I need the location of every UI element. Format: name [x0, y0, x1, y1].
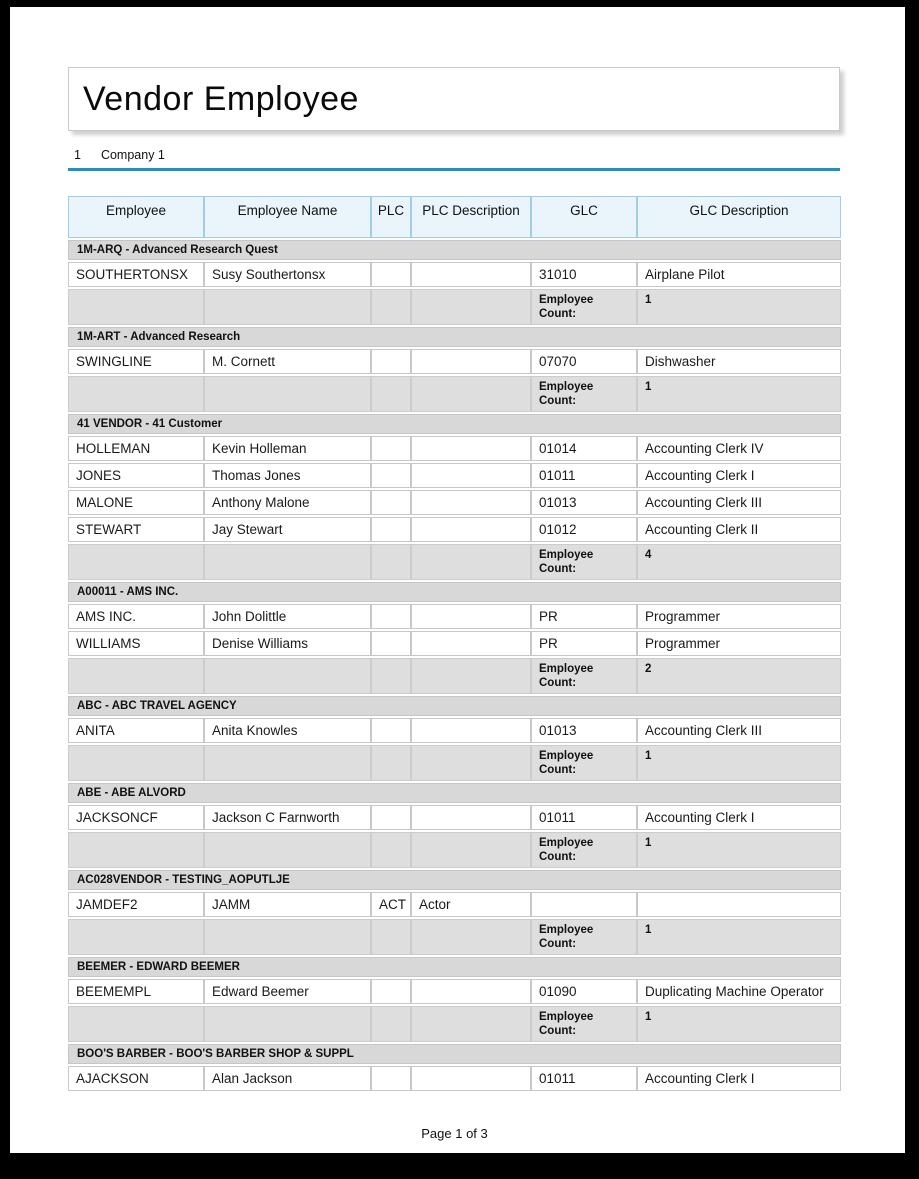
- cell-plc: [371, 979, 411, 1004]
- group-header-label: ABE - ABE ALVORD: [68, 783, 841, 803]
- count-empty-cell: [371, 544, 411, 580]
- cell-plc-description: [411, 349, 531, 374]
- cell-employee: ANITA: [68, 718, 204, 743]
- cell-employee: WILLIAMS: [68, 631, 204, 656]
- employee-count-row: [68, 544, 841, 580]
- cell-glc: 01011: [531, 805, 637, 830]
- cell-employee: AJACKSON: [68, 1066, 204, 1091]
- cell-glc-description: Accounting Clerk I: [637, 463, 841, 488]
- cell-employee: MALONE: [68, 490, 204, 515]
- cell-plc: [371, 463, 411, 488]
- group-header-row: [68, 414, 841, 434]
- cell-plc-description: [411, 718, 531, 743]
- cell-employee: BEEMEMPL: [68, 979, 204, 1004]
- employee-count-label: Employee Count:: [531, 919, 637, 955]
- employee-row: [68, 631, 841, 656]
- company-name: Company 1: [100, 148, 165, 162]
- group-header-label: ABC - ABC TRAVEL AGENCY: [68, 696, 841, 716]
- cell-glc-description: Accounting Clerk III: [637, 718, 841, 743]
- cell-plc-description: [411, 463, 531, 488]
- cell-plc-description: [411, 436, 531, 461]
- employee-count-row: [68, 745, 841, 781]
- count-empty-cell: [411, 289, 531, 325]
- cell-employee: AMS INC.: [68, 604, 204, 629]
- cell-plc: [371, 490, 411, 515]
- cell-glc: PR: [531, 631, 637, 656]
- group-header-row: [68, 582, 841, 602]
- cell-plc-description: Actor: [411, 892, 531, 917]
- employee-count-row: [68, 658, 841, 694]
- employee-count-value: 2: [637, 658, 841, 694]
- count-empty-cell: [68, 658, 204, 694]
- employee-row: [68, 892, 841, 917]
- employee-count-value: 1: [637, 745, 841, 781]
- cell-plc: [371, 349, 411, 374]
- cell-glc-description: Dishwasher: [637, 349, 841, 374]
- count-empty-cell: [68, 289, 204, 325]
- employee-count-label: Employee Count:: [531, 376, 637, 412]
- cell-plc: [371, 517, 411, 542]
- cell-employee-name: Alan Jackson: [204, 1066, 371, 1091]
- cell-plc: ACT: [371, 892, 411, 917]
- count-empty-cell: [68, 376, 204, 412]
- cell-glc: 07070: [531, 349, 637, 374]
- employee-count-row: [68, 289, 841, 325]
- cell-glc: 01012: [531, 517, 637, 542]
- cell-employee-name: Jackson C Farnworth: [204, 805, 371, 830]
- group-header-row: [68, 870, 841, 890]
- cell-employee-name: John Dolittle: [204, 604, 371, 629]
- employee-count-row: [68, 1006, 841, 1042]
- cell-plc-description: [411, 1066, 531, 1091]
- count-empty-cell: [204, 745, 371, 781]
- employee-count-row: [68, 376, 841, 412]
- group-header-row: [68, 783, 841, 803]
- group-header-label: AC028VENDOR - TESTING_AOPUTLJE: [68, 870, 841, 890]
- table-header-row: [68, 196, 841, 238]
- vendor-employee-table: [68, 194, 841, 1093]
- group-header-label: 41 VENDOR - 41 Customer: [68, 414, 841, 434]
- count-empty-cell: [411, 376, 531, 412]
- employee-count-label: Employee Count:: [531, 658, 637, 694]
- page-title: Vendor Employee: [83, 79, 359, 118]
- group-header-label: BOO'S BARBER - BOO'S BARBER SHOP & SUPPL: [68, 1044, 841, 1064]
- col-header-glc: GLC: [531, 196, 637, 238]
- col-header-employee: Employee: [68, 196, 204, 238]
- cell-employee: SWINGLINE: [68, 349, 204, 374]
- count-empty-cell: [68, 1006, 204, 1042]
- cell-employee-name: Jay Stewart: [204, 517, 371, 542]
- employee-count-label: Employee Count:: [531, 544, 637, 580]
- count-empty-cell: [204, 832, 371, 868]
- count-empty-cell: [411, 544, 531, 580]
- count-empty-cell: [68, 745, 204, 781]
- cell-glc: 01011: [531, 463, 637, 488]
- group-header-row: [68, 696, 841, 716]
- employee-count-value: 4: [637, 544, 841, 580]
- cell-employee-name: Anita Knowles: [204, 718, 371, 743]
- cell-plc-description: [411, 517, 531, 542]
- cell-employee-name: M. Cornett: [204, 349, 371, 374]
- employee-count-label: Employee Count:: [531, 832, 637, 868]
- employee-count-value: 1: [637, 919, 841, 955]
- cell-glc-description: Accounting Clerk I: [637, 805, 841, 830]
- count-empty-cell: [204, 289, 371, 325]
- cell-plc-description: [411, 805, 531, 830]
- cell-employee: HOLLEMAN: [68, 436, 204, 461]
- cell-employee: JACKSONCF: [68, 805, 204, 830]
- cell-plc-description: [411, 979, 531, 1004]
- group-header-label: 1M-ART - Advanced Research: [68, 327, 841, 347]
- employee-row: [68, 718, 841, 743]
- group-header-row: [68, 327, 841, 347]
- employee-row: [68, 1066, 841, 1091]
- count-empty-cell: [371, 745, 411, 781]
- cell-glc-description: Accounting Clerk II: [637, 517, 841, 542]
- cell-plc-description: [411, 604, 531, 629]
- cell-glc-description: Accounting Clerk IV: [637, 436, 841, 461]
- cell-plc-description: [411, 631, 531, 656]
- employee-row: [68, 805, 841, 830]
- count-empty-cell: [204, 919, 371, 955]
- group-header-row: [68, 240, 841, 260]
- count-empty-cell: [68, 832, 204, 868]
- company-number: 1: [74, 148, 81, 162]
- page-footer: Page 1 of 3: [421, 1126, 488, 1141]
- count-empty-cell: [371, 1006, 411, 1042]
- col-header-glc-description: GLC Description: [637, 196, 841, 238]
- company-header: [68, 148, 840, 171]
- count-empty-cell: [371, 919, 411, 955]
- cell-employee-name: Thomas Jones: [204, 463, 371, 488]
- count-empty-cell: [204, 1006, 371, 1042]
- count-empty-cell: [371, 658, 411, 694]
- cell-employee: JAMDEF2: [68, 892, 204, 917]
- employee-row: [68, 517, 841, 542]
- employee-count-row: [68, 919, 841, 955]
- employee-count-label: Employee Count:: [531, 1006, 637, 1042]
- cell-plc-description: [411, 262, 531, 287]
- employee-count-label: Employee Count:: [531, 289, 637, 325]
- count-empty-cell: [411, 658, 531, 694]
- cell-plc: [371, 1066, 411, 1091]
- employee-row: [68, 262, 841, 287]
- cell-employee-name: Denise Williams: [204, 631, 371, 656]
- group-header-row: [68, 957, 841, 977]
- cell-employee: SOUTHERTONSX: [68, 262, 204, 287]
- employee-row: [68, 604, 841, 629]
- count-empty-cell: [204, 544, 371, 580]
- employee-count-label: Employee Count:: [531, 745, 637, 781]
- cell-glc-description: [637, 892, 841, 917]
- cell-glc-description: Programmer: [637, 604, 841, 629]
- cell-glc: PR: [531, 604, 637, 629]
- cell-employee-name: Kevin Holleman: [204, 436, 371, 461]
- cell-plc: [371, 436, 411, 461]
- employee-row: [68, 979, 841, 1004]
- group-header-label: 1M-ARQ - Advanced Research Quest: [68, 240, 841, 260]
- col-header-plc: PLC: [371, 196, 411, 238]
- cell-glc: 01014: [531, 436, 637, 461]
- report-title-box: [68, 67, 840, 131]
- employee-count-value: 1: [637, 1006, 841, 1042]
- count-empty-cell: [411, 1006, 531, 1042]
- cell-glc-description: Programmer: [637, 631, 841, 656]
- employee-count-value: 1: [637, 289, 841, 325]
- report-page: [10, 7, 905, 1153]
- count-empty-cell: [371, 289, 411, 325]
- col-header-plc-description: PLC Description: [411, 196, 531, 238]
- cell-plc: [371, 604, 411, 629]
- cell-glc: 01013: [531, 490, 637, 515]
- employee-row: [68, 490, 841, 515]
- cell-employee-name: JAMM: [204, 892, 371, 917]
- count-empty-cell: [68, 544, 204, 580]
- cell-employee: JONES: [68, 463, 204, 488]
- count-empty-cell: [411, 745, 531, 781]
- cell-employee: STEWART: [68, 517, 204, 542]
- cell-glc: [531, 892, 637, 917]
- count-empty-cell: [411, 919, 531, 955]
- cell-glc: 31010: [531, 262, 637, 287]
- group-header-label: A00011 - AMS INC.: [68, 582, 841, 602]
- count-empty-cell: [204, 658, 371, 694]
- count-empty-cell: [68, 919, 204, 955]
- cell-employee-name: Anthony Malone: [204, 490, 371, 515]
- employee-row: [68, 436, 841, 461]
- group-header-row: [68, 1044, 841, 1064]
- cell-plc: [371, 262, 411, 287]
- cell-employee-name: Edward Beemer: [204, 979, 371, 1004]
- cell-plc: [371, 718, 411, 743]
- cell-glc-description: Accounting Clerk I: [637, 1066, 841, 1091]
- employee-row: [68, 463, 841, 488]
- cell-glc-description: Duplicating Machine Operator: [637, 979, 841, 1004]
- employee-count-value: 1: [637, 376, 841, 412]
- cell-plc-description: [411, 490, 531, 515]
- employee-count-row: [68, 832, 841, 868]
- cell-glc: 01013: [531, 718, 637, 743]
- cell-glc: 01011: [531, 1066, 637, 1091]
- cell-glc-description: Accounting Clerk III: [637, 490, 841, 515]
- col-header-employee-name: Employee Name: [204, 196, 371, 238]
- cell-plc: [371, 805, 411, 830]
- cell-plc: [371, 631, 411, 656]
- count-empty-cell: [371, 832, 411, 868]
- count-empty-cell: [411, 832, 531, 868]
- cell-glc-description: Airplane Pilot: [637, 262, 841, 287]
- count-empty-cell: [371, 376, 411, 412]
- count-empty-cell: [204, 376, 371, 412]
- employee-count-value: 1: [637, 832, 841, 868]
- cell-glc: 01090: [531, 979, 637, 1004]
- group-header-label: BEEMER - EDWARD BEEMER: [68, 957, 841, 977]
- employee-row: [68, 349, 841, 374]
- cell-employee-name: Susy Southertonsx: [204, 262, 371, 287]
